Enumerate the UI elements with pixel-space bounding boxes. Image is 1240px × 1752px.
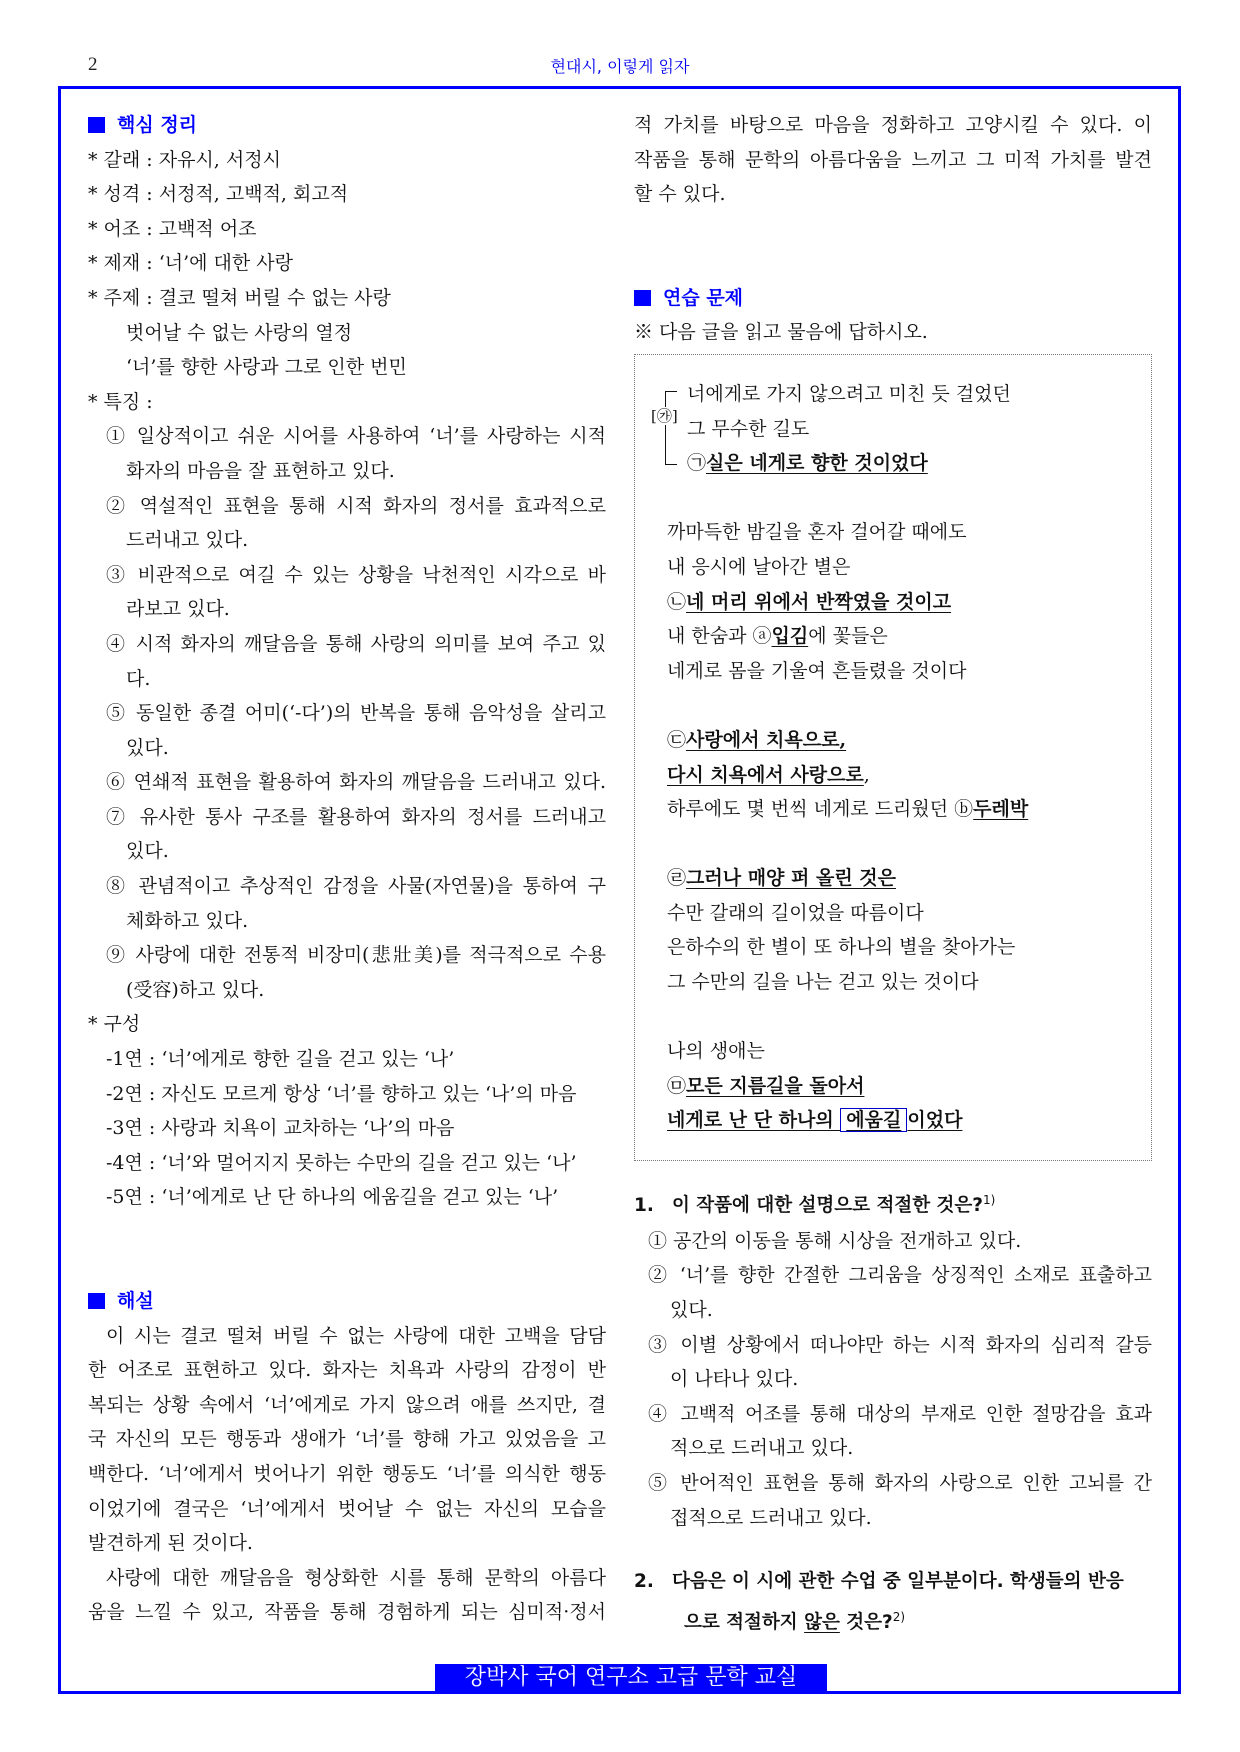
answer-choice-3-cont: 이 나타나 있다. [670,1368,799,1391]
answer-choice-5-cont: 접적으로 드러내고 있다. [670,1506,872,1529]
underlined-word: 두레박 [973,798,1029,821]
feature-item-cont: (受容)하고 있다. [126,978,265,1001]
feature-item-cont: 화자의 마음을 잘 표현하고 있다. [126,459,395,482]
question-number: 2. [634,1571,654,1593]
circled-mark: ㉣ [667,867,687,890]
features-list [88,419,606,1007]
bracket-label: [㉮] [651,406,678,425]
structure-item: -2연 : 자신도 모르게 항상 ‘너’를 향하고 있는 ‘나’의 마음 [106,1082,577,1105]
feature-item: ⑧ 관념적이고 추상적인 감정을 사물(자연물)을 통하여 구 [106,875,606,898]
poem-line: 나의 생애는 [667,1040,765,1063]
question-text: 것은? [839,1611,893,1633]
question-number: 1. [634,1195,654,1217]
feature-item: ② 역설적인 표현을 통해 시적 화자의 정서를 효과적으로 [106,494,606,517]
circled-mark: ⓑ [954,798,974,821]
feature-item: ① 일상적이고 쉬운 시어를 사용하여 ‘너’를 사랑하는 시적 [106,425,606,448]
underlined-word: 입김 [771,625,809,648]
question-2-title-cont [634,1600,1152,1641]
spacer [88,1215,606,1284]
commentary-line: 백한다. ‘너’에게서 벗어나기 위한 행동도 ‘너’를 의식한 행동 [88,1462,606,1485]
summary-theme: * 주제 : 결코 떨쳐 버릴 수 없는 사랑 [88,286,391,309]
right-column [634,108,1152,1640]
circled-mark: ㉡ [667,590,687,613]
question-1 [634,1183,1152,1535]
running-title: 현대시, 이렇게 읽자 [550,57,690,76]
answer-choice-2[interactable]: ② ‘너’를 향한 간절한 그리움을 상징적인 소재로 표출하고 [648,1264,1152,1287]
question-2 [634,1565,1152,1640]
feature-item: ④ 시적 화자의 깨달음을 통해 사랑의 의미를 보여 주고 있 [106,632,606,655]
poem-line [667,1103,1151,1138]
underlined-phrase: 다시 치욕에서 사랑으로 [667,763,864,786]
structure-item: -5연 : ‘너’에게로 난 단 하나의 에움길을 걷고 있는 ‘나’ [106,1186,559,1209]
commentary-line: 국 자신의 모든 행동과 생애가 ‘너’를 향해 가고 있었음을 고 [88,1428,606,1451]
stanza-gap [667,827,1151,862]
answer-choice-5[interactable]: ⑤ 반어적인 표현을 통해 화자의 사랑으로 인한 고뇌를 간 [648,1471,1152,1494]
footnote-ref[interactable]: 2) [892,1609,906,1624]
question-text: 으로 적절하지 [684,1611,805,1633]
poem-line: 그 무수한 길도 [687,417,810,440]
circled-mark: ⓐ [752,625,772,648]
underlined-phrase: 네 머리 위에서 반짝였을 것이고 [686,590,952,613]
commentary-heading-text: 해설 [117,1290,154,1312]
square-bullet-icon [634,290,651,306]
poem-line [667,792,1151,827]
poem-stanza-5 [667,1034,1151,1138]
poem-stanza-2 [667,515,1151,688]
poem-line: 은하수의 한 별이 또 하나의 별을 찾아가는 [667,936,1016,959]
feature-item-cont: 있다. [126,840,169,863]
poem-line [687,446,1151,481]
poem-text: 이었다 [907,1109,963,1132]
structure-item: -3연 : 사랑과 치욕이 교차하는 ‘나’의 마음 [106,1117,455,1140]
circled-mark: ㉠ [687,452,707,475]
answer-choice-4[interactable]: ④ 고백적 어조를 통해 대상의 부재로 인한 절망감을 효과 [648,1402,1152,1425]
poem-box [634,354,1152,1161]
feature-item-cont: 있다. [126,736,169,759]
summary-heading-text: 핵심 정리 [117,114,198,136]
page-number: 2 [88,54,98,75]
poem-line [667,758,1151,793]
feature-item-cont: 다. [126,667,151,690]
underlined-phrase: 실은 네게로 향한 것이었다 [706,452,928,475]
feature-item-cont: 드러내고 있다. [126,529,249,552]
commentary-line: 한 어조로 표현하고 있다. 화자는 치욕과 사랑의 감정이 반 [88,1359,606,1382]
commentary-line: 이었기에 결국은 ‘너’에게서 벗어날 수 없는 자신의 모습을 [88,1497,606,1520]
commentary-line: 작품을 통해 문학의 아름다움을 느끼고 그 미적 가치를 발견 [634,148,1152,171]
practice-heading [634,281,1152,316]
structure-label: * 구성 [88,1013,141,1036]
square-bullet-icon [88,1293,105,1309]
spacer [634,1161,1152,1183]
commentary-line: 할 수 있다. [634,183,726,206]
poem-text: 하루에도 몇 번씩 네게로 드리웠던 [667,798,955,821]
question-2-title [634,1565,1152,1600]
commentary-line: 사랑에 대한 깨달음을 형상화한 시를 통해 문학의 아름다 [106,1566,606,1589]
summary-theme-extra: ‘너’를 향한 사랑과 그로 인한 번민 [126,356,407,379]
summary-theme-extra: 벗어날 수 없는 사랑의 열정 [126,321,353,344]
feature-item: ⑥ 연쇄적 표현을 활용하여 화자의 깨달음을 드러내고 있다. [106,771,606,794]
poem-line [667,723,1151,758]
square-bullet-icon [88,117,105,133]
bracket-line [665,391,677,465]
footer-banner: 장박사 국어 연구소 고급 문학 교실 [435,1664,827,1692]
commentary-line: 적 가치를 바탕으로 마음을 정화하고 고양시킬 수 있다. 이 [634,114,1152,136]
summary-genre: * 갈래 : 자유시, 서정시 [88,148,281,171]
poem-text: 에 꽃들은 [808,625,888,648]
poem-line [667,1069,1151,1104]
feature-item-cont: 체화하고 있다. [126,909,249,932]
boxed-word: 에움길 [840,1108,907,1132]
poem-line: 수만 갈래의 길이었을 따름이다 [667,901,924,924]
left-column [88,108,606,1630]
spacer [634,212,1152,281]
structure-item: -1연 : ‘너’에게로 향한 길을 걷고 있는 ‘나’ [106,1048,455,1071]
features-label: * 특징 : [88,390,153,413]
poem-line [667,585,1151,620]
poem-line: 네게로 몸을 기울여 흔들렸을 것이다 [667,659,967,682]
feature-item: ⑦ 유사한 통사 구조를 활용하여 화자의 정서를 드러내고 [106,805,606,828]
practice-instruction: ※ 다음 글을 읽고 물음에 답하시오. [634,321,928,344]
summary-heading [88,108,606,143]
emphasized-word: 않은 [804,1611,840,1633]
poem-line [667,619,1151,654]
commentary-line: 움을 느낄 수 있고, 작품을 통해 경험하게 되는 심미적·정서 [88,1601,606,1624]
underlined-phrase: 사랑에서 치욕으로, [686,728,847,751]
question-1-title [634,1183,1152,1224]
stanza-gap [667,688,1151,723]
answer-choice-1[interactable]: ① 공간의 이동을 통해 시상을 전개하고 있다. [648,1229,1022,1252]
commentary-body [88,1319,606,1630]
poem-line: 까마득한 밤길을 혼자 걸어갈 때에도 [667,521,967,544]
feature-item-cont: 라보고 있다. [126,598,230,621]
poem-line: 그 수만의 길을 나는 걷고 있는 것이다 [667,971,979,994]
underlined-phrase: 모든 지름길을 돌아서 [686,1074,865,1097]
commentary-line: 복되는 상황 속에서 ‘너’에게로 가지 않으려 애를 쓰지만, 결 [88,1393,606,1416]
stanza-gap [667,481,1151,516]
circled-mark: ㉢ [667,728,687,751]
footnote-ref[interactable]: 1) [983,1193,996,1208]
summary-tone: * 어조 : 고백적 어조 [88,217,257,240]
feature-item: ⑤ 동일한 종결 어미(‘-다’)의 반복을 통해 음악성을 살리고 [106,702,606,725]
question-text: 이 작품에 대한 설명으로 적절한 것은? [672,1195,984,1217]
poem-text: 내 한숨과 [667,625,753,648]
poem-text: 네게로 난 단 하나의 [667,1109,841,1132]
commentary-heading [88,1284,606,1319]
circled-mark: ㉤ [667,1074,687,1097]
commentary-line: 이 시는 결코 떨쳐 버릴 수 없는 사랑에 대한 고백을 담담 [106,1324,606,1347]
poem-stanza-3 [667,723,1151,827]
poem-text: , [863,763,870,786]
poem-line: 내 응시에 날아간 별은 [667,555,851,578]
spacer [634,1535,1152,1565]
poem-line: 너에게로 가지 않으려고 미친 듯 걸었던 [687,382,1011,405]
practice-heading-text: 연습 문제 [663,286,744,309]
feature-item: ③ 비관적으로 여길 수 있는 상황을 낙천적인 시각으로 바 [106,563,606,586]
poem-stanza-4 [667,861,1151,999]
answer-choice-4-cont: 적으로 드러내고 있다. [670,1437,854,1460]
commentary-line: 발견하게 된 것이다. [88,1532,253,1555]
answer-choice-3[interactable]: ③ 이별 상황에서 떠나야만 하는 시적 화자의 심리적 갈등 [648,1333,1152,1356]
poem-stanza-1 [667,377,1151,481]
poem-line [667,861,1151,896]
question-text: 다음은 이 시에 관한 수업 중 일부분이다. 학생들의 반응 [672,1571,1124,1593]
stanza-gap [667,1000,1151,1035]
summary-character: * 성격 : 서정적, 고백적, 회고적 [88,183,349,206]
answer-choice-2-cont: 있다. [670,1298,713,1321]
summary-subject: * 제재 : ‘너’에 대한 사랑 [88,252,294,275]
structure-item: -4연 : ‘너’와 멀어지지 못하는 수만의 길을 걷고 있는 ‘나’ [106,1151,577,1174]
underlined-phrase: 그러나 매양 퍼 올린 것은 [686,867,897,890]
feature-item: ⑨ 사랑에 대한 전통적 비장미(悲壯美)를 적극적으로 수용 [106,944,606,967]
